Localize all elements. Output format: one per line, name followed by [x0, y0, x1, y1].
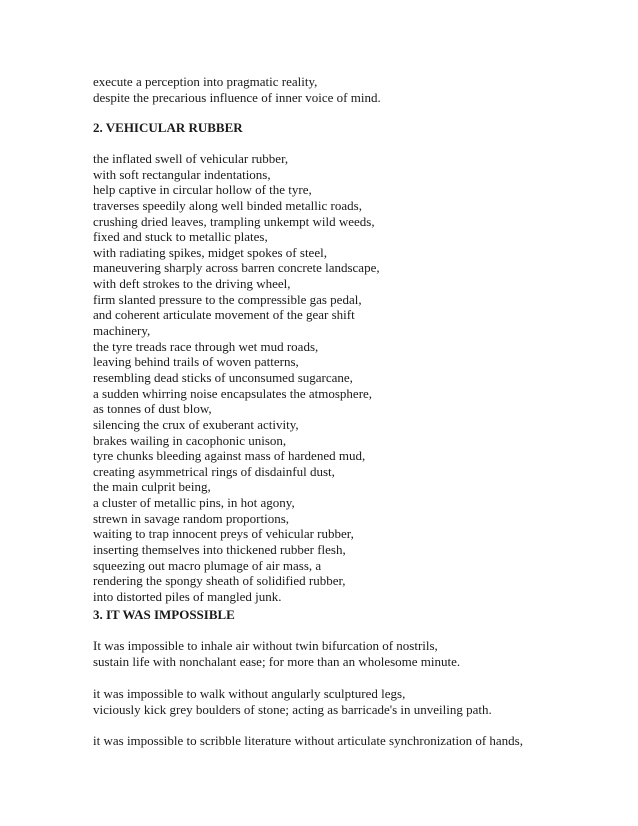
poem-line: rendering the spongy sheath of solidified rubber,: [93, 573, 346, 589]
poem-line: leaving behind trails of woven patterns,: [93, 354, 299, 370]
poem-line: viciously kick grey boulders of stone; acting as barricade's in unveiling path.: [93, 701, 492, 717]
poem-line: as tonnes of dust blow,: [93, 401, 212, 417]
section-heading: 2. VEHICULAR RUBBER: [93, 120, 243, 135]
poem-line: It was impossible to inhale air without twin bifurcation of nostrils,: [93, 638, 438, 653]
section-3-stanza-3: [93, 733, 623, 749]
poem-line: the main culprit being,: [93, 479, 211, 495]
poem-line: waiting to trap innocent preys of vehicular rubber,: [93, 526, 354, 542]
poem-line: with deft strokes to the driving wheel,: [93, 276, 291, 292]
poem-line: creating asymmetrical rings of disdainful dust,: [93, 463, 335, 479]
poem-line: despite the precarious influence of inner voice of mind.: [93, 89, 381, 105]
poem-line: resembling dead sticks of unconsumed sugarcane,: [93, 369, 353, 385]
poem-line: fixed and stuck to metallic plates,: [93, 229, 268, 245]
poem-line: traverses speedily along well binded metallic roads,: [93, 197, 362, 213]
section-2-poem: [93, 151, 623, 605]
poem-line: brakes wailing in cacophonic unison,: [93, 432, 287, 448]
poem-line: silencing the crux of exuberant activity,: [93, 416, 299, 432]
poem-line: firm slanted pressure to the compressible gas pedal,: [93, 291, 362, 307]
poem-line: a cluster of metallic pins, in hot agony,: [93, 495, 295, 511]
poem-line: strewn in savage random proportions,: [93, 510, 290, 526]
poem-line: and coherent articulate movement of the gear shift: [93, 307, 355, 323]
poem-line: inserting themselves into thickened rubber flesh,: [93, 542, 346, 558]
intro-stanza: [93, 74, 623, 105]
section-3-heading-block: [93, 607, 623, 623]
section-heading: 3. IT WAS IMPOSSIBLE: [93, 607, 235, 622]
poem-line: maneuvering sharply across barren concrete landscape,: [93, 260, 380, 276]
section-2-heading-block: [93, 120, 623, 136]
poem-line: crushing dried leaves, trampling unkempt wild weeds,: [93, 213, 375, 229]
poem-line: tyre chunks bleeding against mass of hardened mud,: [93, 448, 366, 464]
poem-line: help captive in circular hollow of the tyre,: [93, 182, 312, 198]
poem-line: it was impossible to walk without angularly sculptured legs,: [93, 686, 406, 701]
poem-line: sustain life with nonchalant ease; for more than an wholesome minute.: [93, 653, 461, 669]
poem-line: squeezing out macro plumage of air mass, a: [93, 557, 322, 573]
poem-line: the inflated swell of vehicular rubber,: [93, 151, 289, 166]
poem-line: into distorted piles of mangled junk.: [93, 588, 282, 604]
section-3-stanza-1: [93, 638, 623, 669]
poem-line: it was impossible to scribble literature without articulate synchronization of hands,: [93, 733, 523, 748]
section-3-stanza-2: [93, 686, 623, 717]
poem-line: with soft rectangular indentations,: [93, 166, 271, 182]
poem-line: with radiating spikes, midget spokes of steel,: [93, 244, 327, 260]
poem-line: the tyre treads race through wet mud roads,: [93, 338, 319, 354]
poem-line: a sudden whirring noise encapsulates the atmosphere,: [93, 385, 373, 401]
poem-line: execute a perception into pragmatic reality,: [93, 74, 318, 89]
poem-line: machinery,: [93, 323, 151, 339]
